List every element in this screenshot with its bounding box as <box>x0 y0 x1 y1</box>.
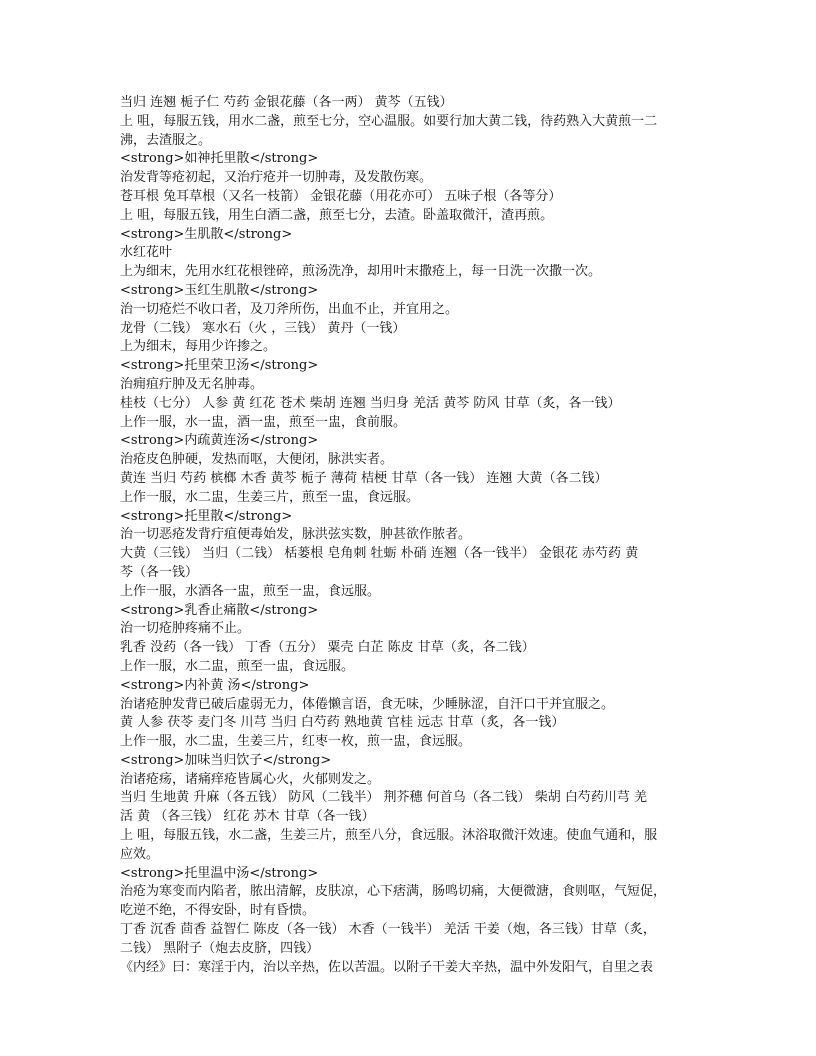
section-heading: <strong>如神托里散</strong> <box>120 151 319 167</box>
section-heading: <strong>玉红生肌散</strong> <box>120 282 319 298</box>
text-line: 上作一服，水二盅，生姜三片，煎至一盅，食远服。 <box>120 489 420 505</box>
text-line: 治痈疽疔肿及无名肿毒。 <box>120 376 264 392</box>
text-line: 治发背等疮初起，又治疔疮并一切肿毒，及发散伤寒。 <box>120 170 433 186</box>
text-line: 上作一服，水一盅，酒一盅，煎至一盅，食前服。 <box>120 414 407 430</box>
text-line: 水红花叶 <box>120 245 173 261</box>
section-heading: <strong>乳香止痛散</strong> <box>120 602 319 618</box>
text-line: 乳香 没药（各一钱） 丁香（五分） 粟壳 白芷 陈皮 甘草（炙，各二钱） <box>120 640 535 656</box>
text-line: 上为细末，每用少许掺之。 <box>120 339 277 355</box>
text-line: 上 咀，每服五钱，用生白酒二盏，煎至七分，去渣。卧盖取微汗，渣再煎。 <box>120 207 554 223</box>
text-line: 治疮为寒变而内陷者，脓出清解，皮肤凉，心下痞满，肠鸣切痛，大便微溏，食则呕，气短促， <box>120 884 667 900</box>
text-line: 上作一服，水二盅，煎至一盅，食远服。 <box>120 658 355 674</box>
section-heading: <strong>托里荣卫汤</strong> <box>120 358 319 374</box>
text-line: 黄连 当归 芍药 槟榔 木香 黄芩 栀子 薄荷 桔梗 甘草（各一钱） 连翘 大黄（各二钱） <box>120 470 608 486</box>
text-line: 黄 人参 茯苓 麦门冬 川芎 当归 白芍药 熟地黄 官桂 远志 甘草（炙，各一钱） <box>120 715 565 731</box>
text-line: 上作一服，水二盅，生姜三片，红枣一枚，煎一盅，食远服。 <box>120 734 472 750</box>
text-line: 治诸疮肿发背已破后虚弱无力，体倦懒言语，食无味，少睡脉涩，自汗口干并宜服之。 <box>120 696 615 712</box>
section-heading: <strong>生肌散</strong> <box>120 226 293 242</box>
section-heading: <strong>内疏黄连汤</strong> <box>120 433 319 449</box>
text-line: 苍耳根 兔耳草根（又名一枝箭） 金银花藤（用花亦可） 五味子根（各等分） <box>120 188 562 204</box>
text-line: 治一切疮烂不收口者，及刀斧所伤，出血不止，并宜用之。 <box>120 301 459 317</box>
text-line: 治一切疮肿疼痛不止。 <box>120 621 251 637</box>
section-heading: <strong>内补黄 汤</strong> <box>120 677 310 693</box>
text-line: 应效。 <box>120 846 160 862</box>
text-line: 上 咀，每服五钱，水二盏，生姜三片，煎至八分，食远服。沐浴取微汗效速。使血气通和，服 <box>120 828 658 844</box>
text-line: 沸，去渣服之。 <box>120 132 212 148</box>
document-page <box>120 94 720 977</box>
text-line: 《内经》曰：寒淫于内，治以辛热，佐以苦温。以附子干姜大辛热，温中外发阳气，自里之表 <box>120 959 654 975</box>
text-line: 治诸疮疡，诸痛痒疮皆属心火，火郁则发之。 <box>120 771 381 787</box>
text-line: 治一切恶疮发背疔疽便毒始发，脉洪弦实数，肿甚欲作脓者。 <box>120 527 472 543</box>
text-line: 上 咀，每服五钱，用水二盏，煎至七分，空心温服。如要行加大黄二钱，待药熟入大黄煎一二 <box>120 113 658 129</box>
text-line: 上为细末，先用水红花根锉碎，煎汤洗净，却用叶末撒疮上，每一日洗一次撒一次。 <box>120 264 602 280</box>
text-line: 上作一服，水酒各一盅，煎至一盅，食远服。 <box>120 583 381 599</box>
text-line: 二钱） 黑附子（炮去皮脐，四钱） <box>120 940 320 956</box>
text-line: 活 黄 （各三钱） 红花 苏木 甘草（各一钱） <box>120 809 375 825</box>
text-line: 丁香 沉香 茴香 益智仁 陈皮（各一钱） 木香（一钱半） 羌活 干姜（炮，各三钱）甘草（炙， <box>120 922 656 938</box>
text-line: 当归 生地黄 升麻（各五钱） 防风（二钱半） 荆芥穗 何首乌（各二钱） 柴胡 白芍药川芎 羌 <box>120 790 648 806</box>
text-line: 大黄（三钱） 当归（二钱） 栝蒌根 皂角刺 牡蛎 朴硝 连翘（各一钱半） 金银花 赤芍药 黄 <box>120 546 639 562</box>
text-line: 芩（各一钱） <box>120 564 199 580</box>
section-heading: <strong>托里散</strong> <box>120 508 293 524</box>
text-line: 治疮皮色肿硬，发热而呕，大便闭，脉洪实者。 <box>120 452 394 468</box>
text-line: 当归 连翘 栀子仁 芍药 金银花藤（各一两） 黄芩（五钱） <box>120 95 453 110</box>
text-line: 桂枝（七分） 人参 黄 红花 苍术 柴胡 连翘 当归身 羌活 黄芩 防风 甘草（炙，各一钱） <box>120 395 621 411</box>
section-heading: <strong>加味当归饮子</strong> <box>120 752 332 768</box>
section-heading: <strong>托里温中汤</strong> <box>120 865 319 881</box>
text-line: 龙骨（二钱） 寒水石（火 ，三钱） 黄丹（一钱） <box>120 320 406 336</box>
text-line: 吃逆不绝，不得安卧，时有昏愦。 <box>120 903 316 919</box>
